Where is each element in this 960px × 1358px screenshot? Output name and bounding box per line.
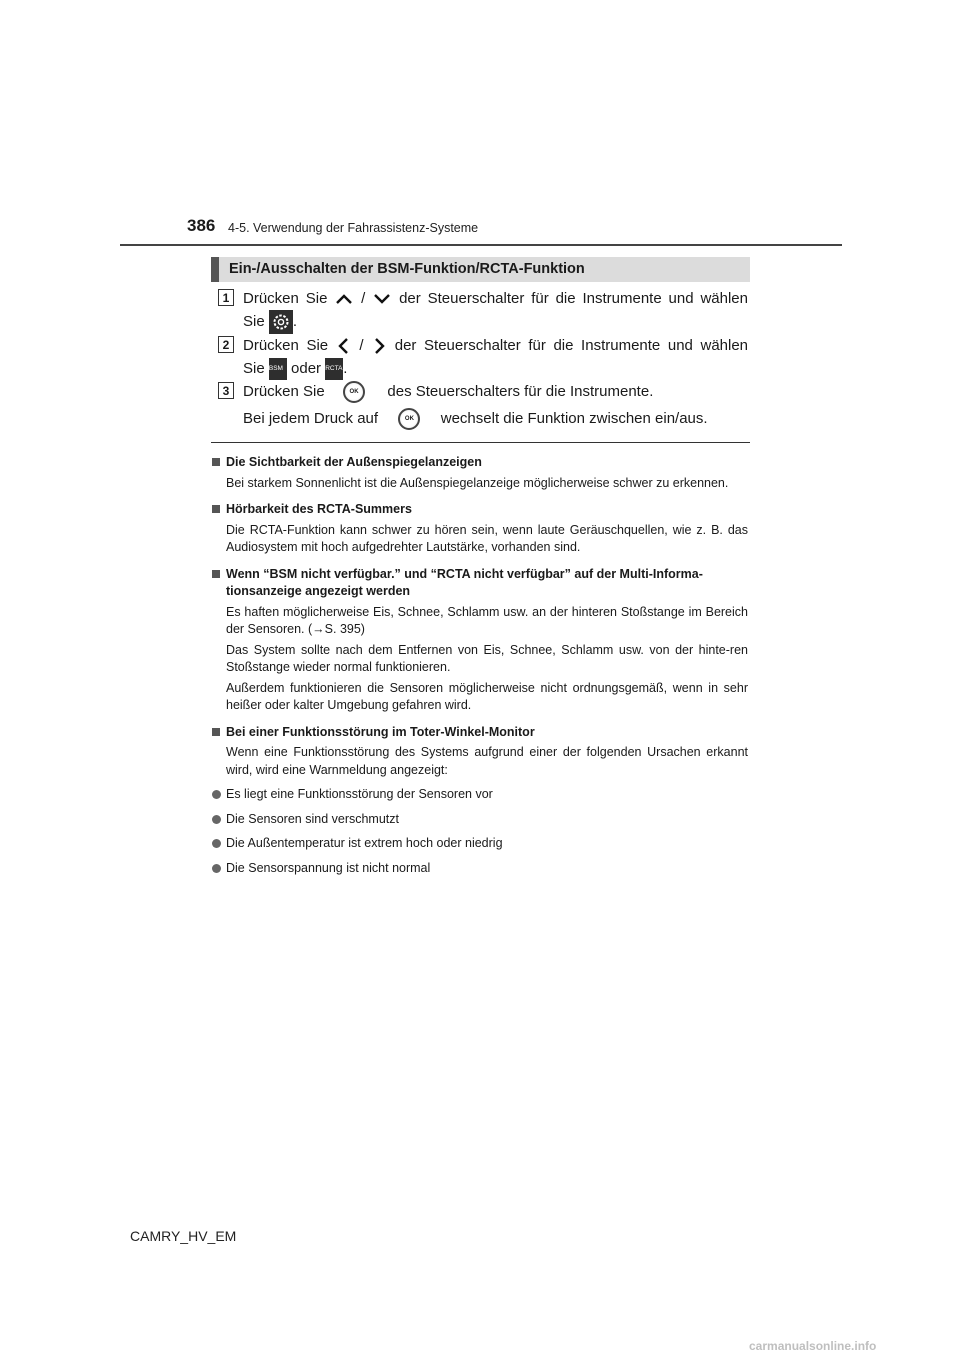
step-text-part: / [359, 337, 364, 354]
step-text-part: des Steuerschalters für die Instrumente. [387, 383, 654, 400]
footer-model-code: CAMRY_HV_EM [130, 1228, 237, 1244]
note-block [211, 724, 748, 878]
section-title: Ein-/Ausschalten der BSM-Funktion/RCTA-Funktion [229, 261, 585, 277]
step-text-part: . [343, 360, 348, 377]
step-2 [218, 334, 748, 380]
step-text-part: Bei jedem Druck auf [243, 410, 379, 428]
square-bullet-icon [211, 501, 221, 519]
note-paragraph: Die RCTA-Funktion kann schwer zu hören sein, wenn laute Geräuschquellen, wie z. B. das Audiosystem mit hoch aufgedrehter Lautstärke, vorhanden sind. [226, 522, 748, 554]
step-text-part: Drücken Sie [243, 337, 329, 354]
page-number: 386 [187, 216, 216, 235]
note-paragraph: Außerdem funktionieren die Sensoren möglicherweise nicht ordnungsgemäß, wenn in sehr heißer oder kalter Umgebung gefahren wird. [226, 680, 748, 712]
note-block [211, 454, 748, 492]
header-rule [120, 244, 842, 246]
note-paragraph: Das System sollte nach dem Entfernen von Eis, Schnee, Schlamm usw. von der hinte-ren Stoßstange wieder normal funktionieren. [226, 642, 748, 674]
step-1 [218, 287, 748, 334]
note-block [211, 501, 748, 557]
note-block [211, 566, 748, 715]
dot-bullet-icon [211, 811, 221, 829]
note-paragraph: Es haften möglicherweise Eis, Schnee, Schlamm usw. an der hinteren Stoßstange im Bereich der Sensoren. (→S. 395) [226, 604, 748, 636]
step-text-part: der Steuerschalter für die Instrumente und wählen [399, 290, 748, 307]
chevron-right-icon [371, 336, 387, 356]
note-paragraph: Wenn eine Funktionsstörung des Systems aufgrund einer der folgenden Ursachen erkannt wird, wird eine Warnmeldung angezeigt: [226, 745, 748, 777]
square-bullet-icon [211, 724, 221, 742]
bsm-icon: BSM [269, 358, 287, 380]
step-text-part: Drücken Sie [243, 383, 325, 400]
note-paragraph: Bei starkem Sonnenlicht ist die Außenspiegelanzeige möglicherweise schwer zu erkennen. [226, 475, 729, 490]
step-number: 3 [218, 382, 234, 399]
step-text [243, 287, 748, 334]
step-text [243, 380, 748, 430]
step-text-part: Sie [243, 360, 265, 377]
chevron-up-icon [334, 292, 354, 306]
chevron-down-icon [372, 292, 392, 306]
step-text-part: Sie [243, 313, 265, 330]
rcta-icon: RCTA [325, 358, 343, 380]
step-text-part: / [361, 290, 366, 307]
ok-button-icon: OK [398, 408, 420, 430]
step-text-part: Drücken Sie [243, 290, 328, 307]
watermark: carmanualsonline.info [749, 1339, 877, 1353]
dot-bullet-icon [211, 835, 221, 853]
notes [211, 454, 748, 886]
ok-button-icon: OK [343, 381, 365, 403]
section-divider [211, 442, 750, 443]
note-title: Die Sichtbarkeit der Außenspiegelanzeigen [211, 454, 748, 472]
step-text [243, 334, 748, 380]
note-title: Bei einer Funktionsstörung im Toter-Winkel-Monitor [211, 724, 748, 742]
dot-bullet-icon [211, 786, 221, 804]
step-number: 1 [218, 289, 234, 306]
list-item: Die Außentemperatur ist extrem hoch oder niedrig [211, 835, 748, 853]
list-item: Die Sensoren sind verschmutzt [211, 811, 748, 829]
square-bullet-icon [211, 566, 221, 601]
step-text-part: wechselt die Funktion zwischen ein/aus. [440, 410, 708, 428]
section-title-box [211, 257, 750, 282]
step-text-part: der Steuerschalter für die Instrumente und wählen [394, 337, 749, 354]
gear-icon [269, 310, 293, 334]
square-bullet-icon [211, 454, 221, 472]
chevron-left-icon [336, 336, 352, 356]
step-3 [218, 380, 748, 430]
note-title: Wenn “BSM nicht verfügbar.” und “RCTA nicht verfügbar” auf der Multi-Informa-tionsanzeige angezeigt werden [211, 566, 748, 601]
dot-bullet-icon [211, 860, 221, 878]
step-number: 2 [218, 336, 234, 353]
list-item: Es liegt eine Funktionsstörung der Sensoren vor [211, 786, 748, 804]
note-title: Hörbarkeit des RCTA-Summers [211, 501, 748, 519]
step-text-part: . [292, 313, 298, 330]
step-text-part: oder [291, 360, 322, 377]
list-item: Die Sensorspannung ist nicht normal [211, 860, 748, 878]
section-path: 4-5. Verwendung der Fahrassistenz-Systeme [228, 221, 479, 235]
